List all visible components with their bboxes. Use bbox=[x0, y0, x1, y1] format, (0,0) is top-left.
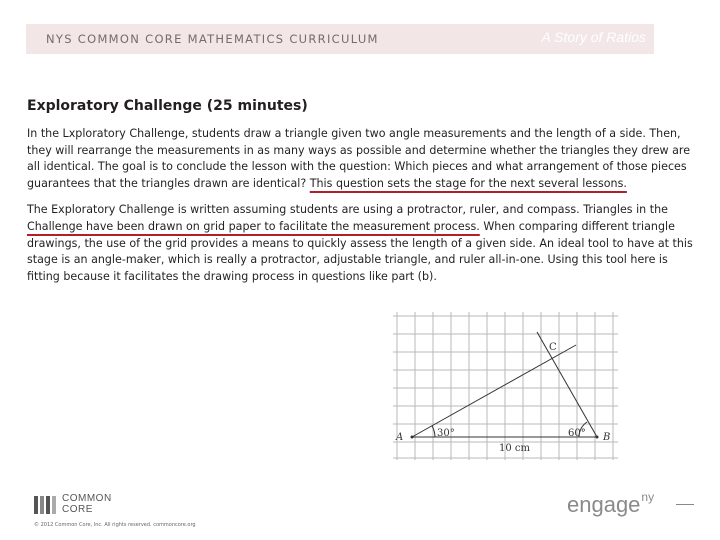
paragraph-2-line: stage is an angle-maker, which is really a protractor, adjustable triangle, and ruler all-in-one. Using this tool here is bbox=[27, 253, 668, 267]
line-text: guarantees that the triangles drawn are identical? bbox=[27, 176, 310, 190]
line-text: When comparing different triangle bbox=[479, 219, 675, 233]
paragraph-2-line: drawings, the use of the grid provides a means to quickly assess the length of a given side. An ideal tool to have at this bbox=[27, 236, 693, 250]
section-heading: Exploratory Challenge (25 minutes) bbox=[27, 98, 308, 114]
copyright-notice: © 2012 Common Core, Inc. All rights reserved. commoncore.org bbox=[34, 522, 196, 528]
underlined-statement: This question sets the stage for the next several lessons. bbox=[309, 176, 627, 190]
paragraph-1-line bbox=[27, 176, 693, 193]
vertex-c-label: C bbox=[549, 342, 557, 353]
triangle-grid-figure bbox=[393, 312, 618, 460]
lesson-content bbox=[27, 98, 693, 295]
common-core-logo bbox=[34, 494, 134, 516]
vertex-a-label: A bbox=[396, 432, 404, 443]
angle-a-label: 30° bbox=[437, 428, 455, 439]
paragraph-2 bbox=[27, 202, 693, 285]
footer-rule bbox=[676, 504, 694, 505]
side-bc bbox=[537, 332, 597, 437]
paragraph-1-line: they will rearrange the measurements in as many ways as possible and determine whether the triangles they drew are bbox=[27, 143, 691, 157]
engage-sup: ny bbox=[641, 489, 655, 504]
paragraph-1 bbox=[27, 126, 693, 192]
paragraph-2-line: fitting because it facilitates the drawing process in questions like part (b). bbox=[27, 269, 437, 283]
common-core-line: CORE bbox=[62, 503, 93, 515]
paragraph-1-line: all identical. The goal is to conclude the lesson with the question: Which pieces and what arrangement of those pieces bbox=[27, 160, 687, 174]
side-ab-label: 10 cm bbox=[499, 443, 530, 454]
vertex-a-point bbox=[411, 436, 414, 439]
vertex-b-point bbox=[596, 436, 599, 439]
module-title: A Story of Ratios bbox=[541, 29, 646, 45]
angle-b-label: 60° bbox=[568, 428, 586, 439]
engage-text: engage bbox=[567, 492, 641, 517]
paragraph-2-line: The Exploratory Challenge is written assuming students are using a protractor, ruler, and compass. Triangles in the bbox=[27, 203, 668, 217]
engage-ny-logo bbox=[567, 489, 655, 518]
vertex-b-label: B bbox=[603, 432, 611, 443]
header-bar bbox=[26, 24, 654, 54]
common-core-wordmark bbox=[62, 494, 112, 515]
common-core-line: COMMON bbox=[62, 493, 112, 504]
underlined-statement: Challenge have been drawn on grid paper to facilitate the measurement process. bbox=[27, 219, 480, 233]
paragraph-1-line: In the Lxploratory Challenge, students draw a triangle given two angle measurements and the length of a side. Then, bbox=[27, 127, 681, 140]
paragraph-2-line bbox=[27, 219, 693, 236]
curriculum-title: NYS COMMON CORE MATHEMATICS CURRICULUM bbox=[46, 32, 379, 46]
side-ac bbox=[412, 345, 576, 437]
